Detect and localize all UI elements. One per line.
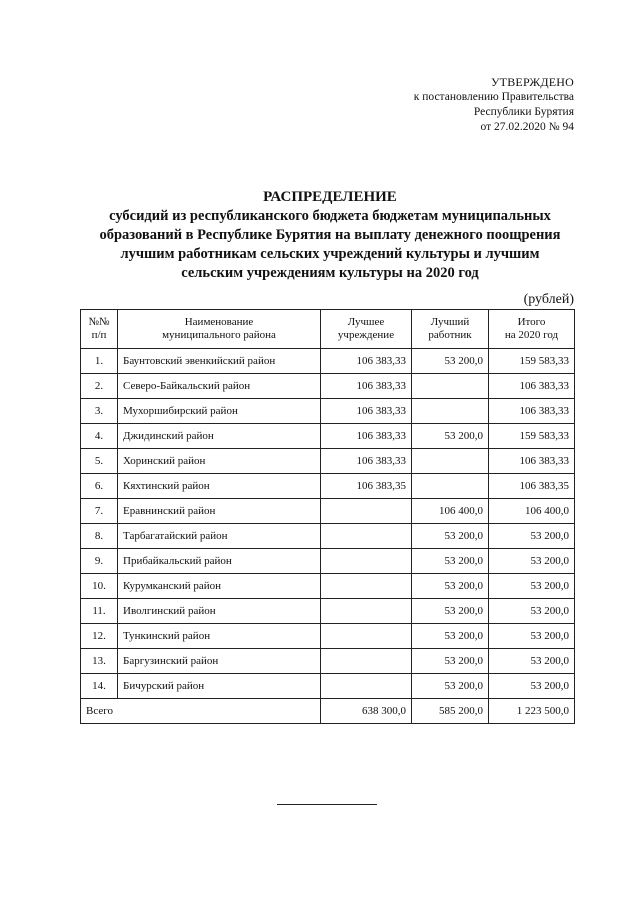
header-total-line-1: Итого [517,316,546,328]
header-worker-line-1: Лучший [430,316,470,328]
header-district-line-1: Наименование [184,316,254,328]
row-total-amount: 106 400,0 [489,499,575,524]
table-row [81,399,575,424]
row-number: 14. [81,674,118,699]
row-number: 4. [81,424,118,449]
best-worker-amount [412,449,489,474]
district-name: Еравнинский район [118,499,321,524]
district-name: Тарбагатайский район [118,524,321,549]
row-number: 13. [81,649,118,674]
header-institution-line-2: учреждение [337,329,395,341]
row-total-amount: 159 583,33 [489,424,575,449]
table-row [81,424,575,449]
district-name: Кяхтинский район [118,474,321,499]
best-worker-amount [412,399,489,424]
total-sum: 1 223 500,0 [489,699,575,724]
best-institution-amount [321,499,412,524]
table-row [81,349,575,374]
total-label: Всего [81,699,321,724]
table-row [81,599,575,624]
row-total-amount: 106 383,33 [489,449,575,474]
district-name: Прибайкальский район [118,549,321,574]
table-row [81,649,575,674]
district-name: Джидинский район [118,424,321,449]
header-best-worker [412,310,489,349]
best-institution-amount: 106 383,33 [321,449,412,474]
row-total-amount: 53 200,0 [489,624,575,649]
approved-line-1: к постановлению Правительства [413,91,574,103]
row-total-amount: 53 200,0 [489,649,575,674]
district-name: Тункинский район [118,624,321,649]
row-number: 11. [81,599,118,624]
table-body [81,349,575,699]
row-number: 5. [81,449,118,474]
best-worker-amount: 53 200,0 [412,549,489,574]
row-total-amount: 53 200,0 [489,599,575,624]
row-total-amount: 53 200,0 [489,524,575,549]
best-worker-amount: 53 200,0 [412,424,489,449]
district-name: Баунтовский эвенкийский район [118,349,321,374]
table-row [81,449,575,474]
title-line-4: лучшим работникам сельских учреждений культуры и лучшим [120,246,540,262]
header-worker-line-2: работник [428,329,472,341]
row-total-amount: 53 200,0 [489,574,575,599]
best-institution-amount [321,599,412,624]
district-name: Хоринский район [118,449,321,474]
table-row [81,499,575,524]
table-total-row [81,699,575,724]
row-number: 12. [81,624,118,649]
best-institution-amount [321,649,412,674]
table-row [81,474,575,499]
row-number: 1. [81,349,118,374]
title-line-5: сельским учреждениям культуры на 2020 год [181,265,479,281]
row-total-amount: 53 200,0 [489,549,575,574]
header-best-institution [321,310,412,349]
district-name: Курумканский район [118,574,321,599]
table-row [81,524,575,549]
best-worker-amount: 53 200,0 [412,524,489,549]
best-worker-amount: 53 200,0 [412,649,489,674]
total-institution: 638 300,0 [321,699,412,724]
best-institution-amount: 106 383,33 [321,424,412,449]
header-number-line-1: №№ [88,316,110,328]
title-line-3: образований в Республике Бурятия на выплату денежного поощрения [99,227,561,243]
row-total-amount: 106 383,33 [489,374,575,399]
total-worker: 585 200,0 [412,699,489,724]
row-number: 7. [81,499,118,524]
table-row [81,674,575,699]
row-number: 9. [81,549,118,574]
best-worker-amount: 53 200,0 [412,624,489,649]
best-institution-amount: 106 383,33 [321,349,412,374]
row-number: 2. [81,374,118,399]
table-row [81,574,575,599]
best-institution-amount [321,574,412,599]
distribution-table [80,309,575,724]
approved-line-2: Республики Бурятия [473,106,574,118]
row-number: 10. [81,574,118,599]
row-number: 8. [81,524,118,549]
row-total-amount: 106 383,35 [489,474,575,499]
best-institution-amount [321,674,412,699]
approved-line-3: от 27.02.2020 № 94 [480,121,574,133]
units-label: (рублей) [523,292,574,307]
header-number [81,310,118,349]
table-row [81,624,575,649]
best-institution-amount: 106 383,33 [321,399,412,424]
header-district-line-2: муниципального района [162,329,276,341]
title-line-1: РАСПРЕДЕЛЕНИЕ [263,189,397,205]
row-number: 3. [81,399,118,424]
best-worker-amount [412,374,489,399]
best-worker-amount: 53 200,0 [412,574,489,599]
district-name: Мухоршибирский район [118,399,321,424]
row-number: 6. [81,474,118,499]
best-institution-amount [321,524,412,549]
best-institution-amount [321,549,412,574]
approval-stamp [414,75,574,135]
table-header-row [81,310,575,349]
district-name: Бичурский район [118,674,321,699]
header-district [118,310,321,349]
best-worker-amount: 53 200,0 [412,349,489,374]
header-institution-line-1: Лучшее [347,316,385,328]
header-number-line-2: п/п [91,329,107,341]
district-name: Иволгинский район [118,599,321,624]
best-institution-amount [321,624,412,649]
best-institution-amount: 106 383,35 [321,474,412,499]
district-name: Баргузинский район [118,649,321,674]
best-worker-amount [412,474,489,499]
header-total [489,310,575,349]
title-line-2: субсидий из республиканского бюджета бюджетам муниципальных [109,208,551,224]
table-row [81,374,575,399]
row-total-amount: 53 200,0 [489,674,575,699]
row-total-amount: 159 583,33 [489,349,575,374]
document-title [80,188,580,283]
district-name: Северо-Байкальский район [118,374,321,399]
approved-heading: УТВЕРЖДЕНО [490,75,574,89]
header-total-line-2: на 2020 год [504,329,559,341]
table-row [81,549,575,574]
bottom-divider-line [277,804,377,805]
row-total-amount: 106 383,33 [489,399,575,424]
best-institution-amount: 106 383,33 [321,374,412,399]
best-worker-amount: 53 200,0 [412,599,489,624]
best-worker-amount: 106 400,0 [412,499,489,524]
best-worker-amount: 53 200,0 [412,674,489,699]
